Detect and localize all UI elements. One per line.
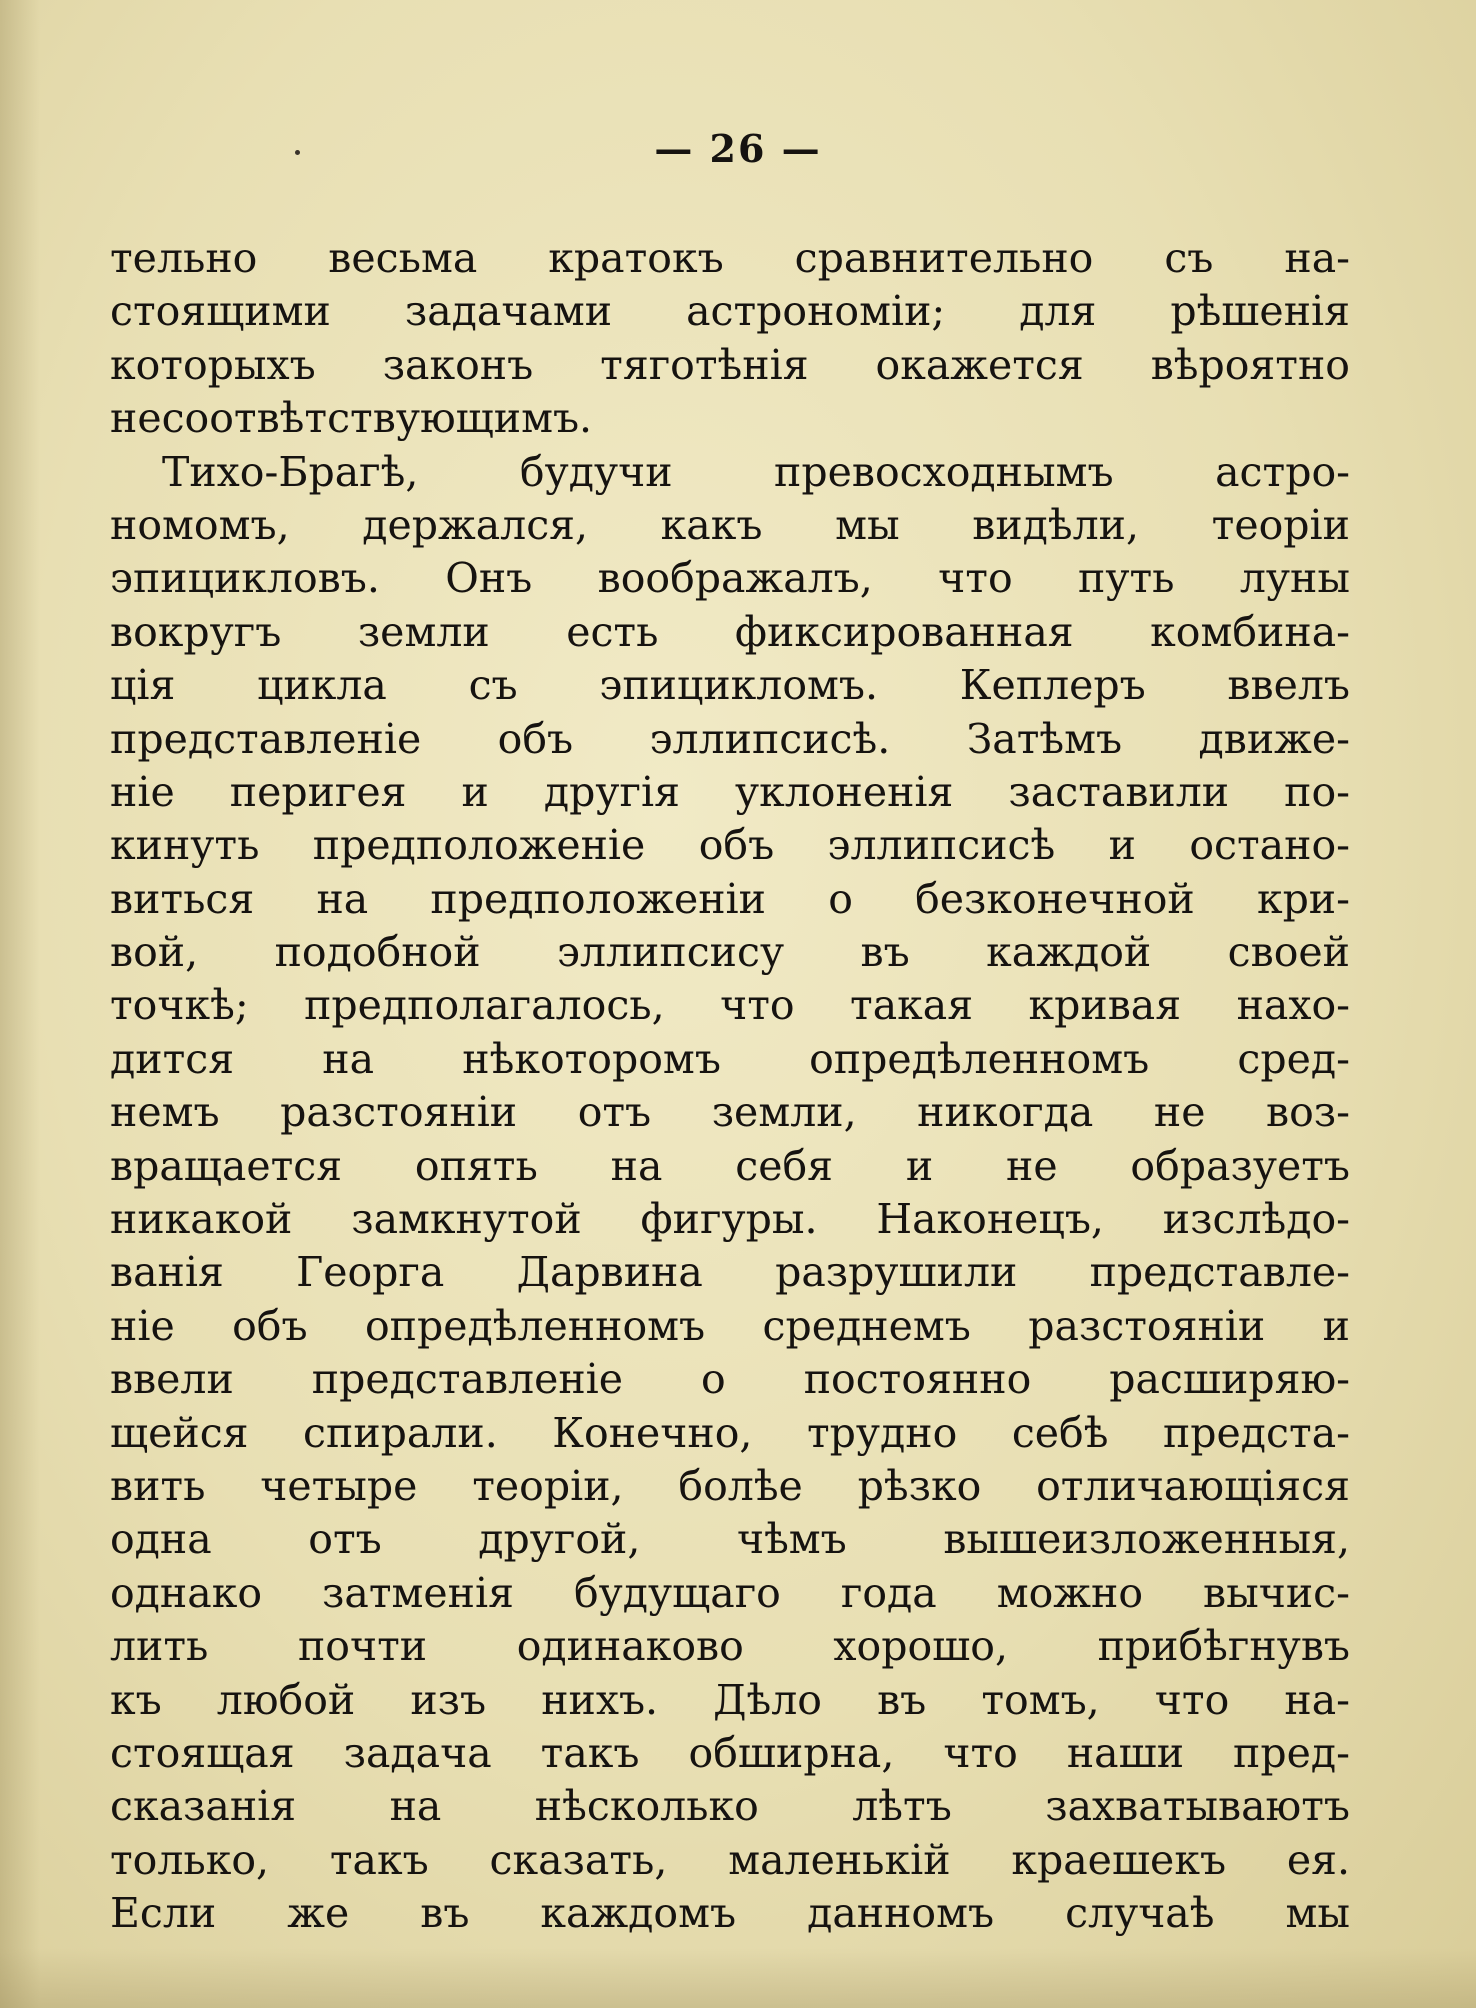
text-line: никакой замкнутой фигуры. Наконецъ, изслѣдо- [110,1195,1350,1244]
text-line: только, такъ сказать, маленькій краешекъ ея. [110,1835,1350,1884]
text-line: номомъ, держался, какъ мы видѣли, теоріи [110,500,1350,549]
text-line: однако затменія будущаго года можно вычис- [110,1568,1350,1617]
text-line: стоящая задача такъ обширна, что наши пред- [110,1728,1350,1777]
text-line: къ любой изъ нихъ. Дѣло въ томъ, что на- [110,1675,1350,1724]
text-line: кинуть предположеніе объ эллипсисѣ и остано- [110,821,1350,870]
text-line: вращается опять на себя и не образуетъ [110,1141,1350,1190]
text-line: Если же въ каждомъ данномъ случаѣ мы [110,1889,1350,1938]
text-line: ванія Георга Дарвина разрушили представле- [110,1248,1350,1297]
page-bottom-shadow [0,1948,1476,2008]
text-line: представленіе объ эллипсисѣ. Затѣмъ движе- [110,714,1350,763]
text-line: точкѣ; предполагалось, что такая кривая нахо- [110,981,1350,1030]
text-line: стоящими задачами астрономіи; для рѣшенія [110,287,1350,336]
text-line: щейся спирали. Конечно, трудно себѣ предста- [110,1408,1350,1457]
text-line: тельно весьма кратокъ сравнительно съ на- [110,234,1350,282]
text-line: Тихо-Брагѣ, будучи превосходнымъ астро- [162,447,1350,496]
page-edge-shadow [0,0,40,2008]
text-line: ція цикла съ эпицикломъ. Кеплеръ ввелъ [110,661,1350,710]
text-line: эпицикловъ. Онъ воображалъ, что путь луны [110,554,1350,603]
text-line: вой, подобной эллипсису въ каждой своей [110,928,1350,977]
text-line: ніе объ опредѣленномъ среднемъ разстояніи и [110,1301,1350,1350]
text-line: которыхъ законъ тяготѣнія окажется вѣроятно [110,340,1350,389]
text-line: виться на предположеніи о безконечной кри- [110,874,1350,923]
text-line: дится на нѣкоторомъ опредѣленномъ сред- [110,1034,1350,1083]
text-line: несоотвѣтствующимъ. [110,394,593,443]
text-line: немъ разстояніи отъ земли, никогда не воз- [110,1088,1350,1137]
text-line: лить почти одинаково хорошо, прибѣгнувъ [110,1622,1350,1671]
text-line: ніе перигея и другія уклоненія заставили по- [110,767,1350,816]
body-text [110,232,1350,1941]
text-line: вить четыре теоріи, болѣе рѣзко отличающіяся [110,1461,1350,1510]
page-number: — 26 — [654,126,822,171]
text-line: одна отъ другой, чѣмъ вышеизложенныя, [110,1515,1350,1564]
text-line: вокругъ земли есть фиксированная комбина- [110,607,1350,656]
text-line: сказанія на нѣсколько лѣтъ захватываютъ [110,1782,1350,1831]
text-line: ввели представленіе о постоянно расширяю- [110,1355,1350,1404]
